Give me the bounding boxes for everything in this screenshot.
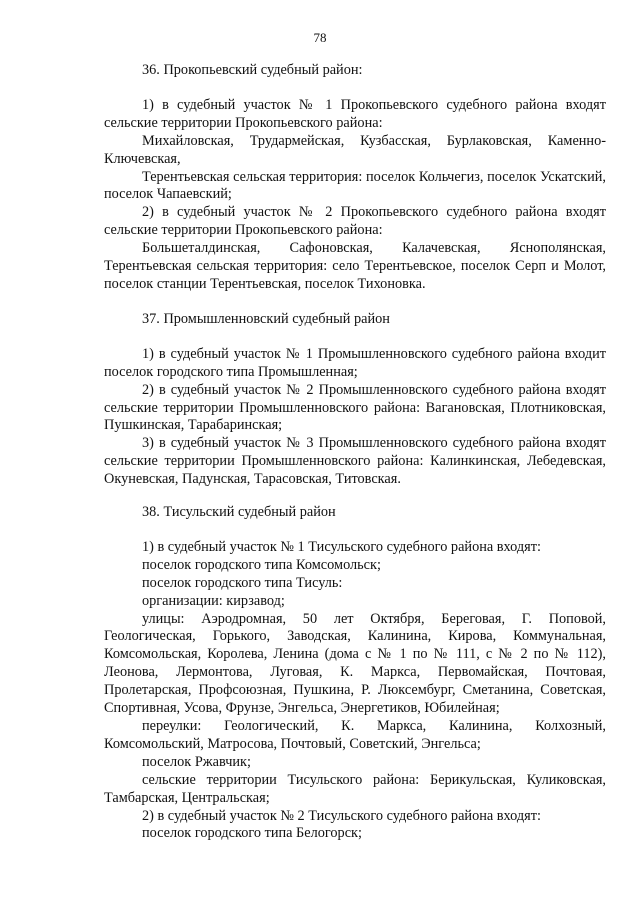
s38-paragraph-9: 2) в судебный участок № 2 Тисульского судебного района входят: (142, 807, 541, 824)
document-body (104, 62, 606, 843)
s38-paragraph-6: переулки: Геологический, К. Маркса, Калинина, Колхозный, Комсомольский, Матросова, Почтовый, Советский, Энгельса; (104, 718, 606, 752)
s38-paragraph-10: поселок городского типа Белогорск; (142, 825, 362, 842)
s36-paragraph-1: 1) в судебный участок № 1 Прокопьевского судебного района входят сельские территории Прокопьевского района: (104, 96, 606, 131)
s36-paragraph-2: Михайловская, Трудармейская, Кузбасская, Бурлаковская, Каменно-Ключевская, (104, 132, 606, 167)
page-number: 78 (313, 30, 327, 45)
s36-paragraph-5: Большеталдинская, Сафоновская, Калачевская, Яснополянская, Терентьевская сельская территория: село Терентьевское, поселок Серп и Молот, поселок станции Терентьевская, поселок Тихоновка. (104, 240, 606, 292)
s37-paragraph-2: 2) в судебный участок № 2 Промышленновского судебного района входят сельские территории Промышленновского района: Вагановская, Плотниковская, Пушкинская, Тарабаринская; (104, 381, 606, 434)
section-37-heading: 37. Промышленновский судебный район (142, 310, 390, 327)
s36-paragraph-4: 2) в судебный участок № 2 Прокопьевского судебного района входят сельские территории Прокопьевского района: (104, 204, 606, 239)
s36-paragraph-3: Терентьевская сельская территория: поселок Кольчегиз, поселок Ускатский, поселок Чапаевский; (104, 168, 606, 203)
s38-paragraph-8: сельские территории Тисульского района: Берикульская, Куликовская, Тамбарская, Центральская; (104, 771, 606, 806)
s37-paragraph-1: 1) в судебный участок № 1 Промышленновского судебного района входит поселок городского типа Промышленная; (104, 345, 606, 380)
s37-paragraph-3: 3) в судебный участок № 3 Промышленновского судебного района входят сельские территории Промышленновского района: Калинкинская, Лебедевская, Окуневская, Падунская, Тарасовская, Титовская. (104, 435, 606, 488)
s38-paragraph-1: 1) в судебный участок № 1 Тисульского судебного района входят: (142, 538, 541, 555)
s38-paragraph-5: улицы: Аэродромная, 50 лет Октября, Береговая, Г. Поповой, Геологическая, Горького, Заводская, Калинина, Кирова, Коммунальная, Комсомольская, Королева, Ленина (дома с № 1 по № 111, с № 2 по № 112), Леонова, Лермонтова, Луговая, К. Маркса, Первомайская, Почтовая, Пролетарская, Профсоюзная, Пушкина, Р. Люксембург, Сметанина, Советская, Спортивная, Усова, Фрунзе, Энгельса, Энергетиков, Юбилейная; (104, 610, 606, 717)
section-38-heading: 38. Тисульский судебный район (142, 504, 336, 521)
section-36-heading: 36. Прокопьевский судебный район: (142, 62, 363, 78)
s38-paragraph-4: организации: кирзавод; (142, 592, 285, 609)
s38-paragraph-2: поселок городского типа Комсомольск; (142, 556, 381, 573)
s38-paragraph-7: поселок Ржавчик; (142, 753, 251, 770)
s38-paragraph-3: поселок городского типа Тисуль: (142, 574, 343, 591)
